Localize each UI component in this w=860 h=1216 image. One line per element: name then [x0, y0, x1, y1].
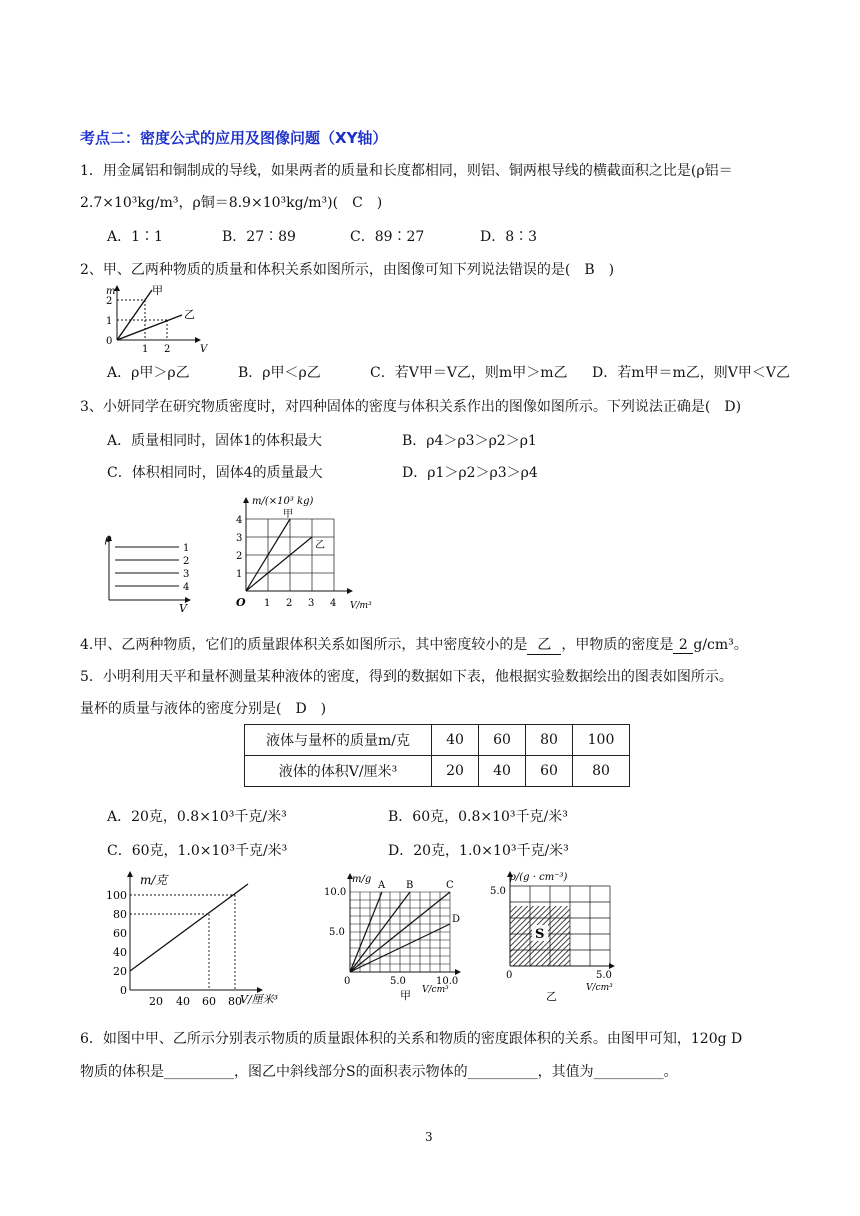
- q4-answer-1: 乙: [527, 634, 561, 655]
- q5-ytick-20: 20: [113, 965, 127, 978]
- q6-yi-xlabel: V/cm³: [586, 983, 613, 993]
- q5-ytick-60: 60: [113, 927, 127, 940]
- table-cell: 60: [526, 756, 573, 787]
- q2-label-yi: 乙: [184, 308, 195, 321]
- q1-stem-line1: 1．用金属铝和铜制成的导线，如果两者的质量和长度都相同，则铝、铜两根导线的横截面积之比是(ρ铝＝: [80, 163, 733, 179]
- q5-graph-ylabel: m/克: [140, 873, 168, 887]
- q2-ytick-1: 1: [106, 316, 113, 327]
- q3-option-b: B．ρ4＞ρ3＞ρ2＞ρ1: [402, 433, 537, 449]
- q6-graph-jia: [322, 872, 472, 1002]
- q5-ytick-40: 40: [113, 946, 127, 959]
- q1-option-b: B．27∶89: [222, 229, 296, 245]
- q4-label-jia: 甲: [283, 509, 293, 520]
- q6-label-d: D: [452, 914, 461, 925]
- q4-text-c: g/cm³。: [693, 637, 748, 653]
- table-cell: 60: [479, 725, 526, 756]
- q3-line-label-1: 1: [183, 543, 190, 554]
- q2-ytick-0: 0: [106, 336, 113, 347]
- q6-graph-yi: [486, 868, 626, 1004]
- q3-graph: [95, 528, 200, 614]
- q5-stem-line1: 5．小明利用天平和量杯测量某种液体的密度，得到的数据如下表，他根据实验数据绘出的图表如图所示。: [80, 669, 733, 685]
- q5-graph-xlabel: V/厘米³: [240, 993, 279, 1006]
- q4-ytick-4: 4: [236, 515, 243, 526]
- q3-graph-ylabel: ρ: [105, 532, 112, 545]
- q4-xtick-4: 4: [330, 598, 337, 609]
- q4-line-yi: [246, 537, 312, 591]
- q5-ytick-0: 0: [120, 984, 127, 997]
- q4-ytick-2: 2: [236, 551, 243, 562]
- q5-graph-line: [130, 884, 248, 971]
- q6-jia-ylabel: m/g: [352, 874, 372, 885]
- table-cell: 液体与量杯的质量m/克: [245, 725, 432, 756]
- q3-option-d: D．ρ1＞ρ2＞ρ3＞ρ4: [402, 465, 538, 481]
- q6-yi-xtick-0: 0: [506, 970, 513, 981]
- q2-line-yi: [117, 315, 182, 340]
- q3-line-label-4: 4: [183, 582, 190, 593]
- q5-data-table: [244, 724, 630, 787]
- q5-option-d: D．20克，1.0×10³千克/米³: [388, 843, 569, 859]
- q3-option-a: A．质量相同时，固体1的体积最大: [107, 433, 323, 449]
- q6-yi-caption: 乙: [546, 990, 557, 1003]
- table-cell: 100: [573, 725, 630, 756]
- q6-region-label: S: [535, 927, 545, 942]
- q5-option-c: C．60克，1.0×10³千克/米³: [107, 843, 288, 859]
- page-number: 3: [425, 1130, 433, 1144]
- q4-text-b: ，甲物质的密度是: [561, 637, 674, 653]
- q6-stem-line2: 物质的体积是__________，图乙中斜线部分S的面积表示物体的__________，其值为__________。: [80, 1064, 678, 1080]
- q4-graph: [226, 492, 386, 614]
- q3-stem: 3、小妍同学在研究物质密度时，对四种固体的密度与体积关系作出的图像如图所示。下列说法正确是( D): [80, 399, 742, 415]
- q5-xtick-20: 20: [149, 995, 163, 1008]
- q4-graph-ylabel: m/(×10³ kg): [252, 496, 314, 507]
- q4-ytick-1: 1: [236, 569, 243, 580]
- table-cell: 80: [526, 725, 573, 756]
- q2-graph: [100, 282, 210, 354]
- q1-option-c: C．89∶27: [350, 229, 425, 245]
- q2-xtick-2: 2: [164, 344, 171, 354]
- q4-text-a: 4.甲、乙两种物质，它们的质量跟体积关系如图所示，其中密度较小的是: [80, 637, 528, 653]
- q2-stem: 2、甲、乙两种物质的质量和体积关系如图所示，由图像可知下列说法错误的是( B ): [80, 262, 615, 278]
- q4-graph-xlabel: V/m³: [350, 601, 372, 611]
- table-cell: 液体的体积V/厘米³: [245, 756, 432, 787]
- q3-line-label-3: 3: [183, 569, 190, 580]
- q4-label-yi: 乙: [315, 540, 325, 551]
- q6-jia-ytick-5: 5.0: [329, 927, 345, 938]
- q6-label-b: B: [406, 880, 414, 891]
- q5-stem-line2: 量杯的质量与液体的密度分别是( D ): [80, 701, 327, 717]
- q4-graph-origin: O: [236, 596, 246, 609]
- q2-xtick-1: 1: [142, 344, 149, 354]
- q2-option-d: D．若m甲＝m乙，则V甲＜V乙: [592, 365, 790, 381]
- q5-xtick-40: 40: [176, 995, 190, 1008]
- q2-option-c: C．若V甲＝V乙，则m甲＞m乙: [370, 365, 568, 381]
- q6-yi-ylabel: ρ/(g · cm⁻³): [510, 872, 568, 883]
- q2-graph-ylabel: m: [106, 286, 116, 297]
- q5-option-a: A．20克，0.8×10³千克/米³: [107, 809, 287, 825]
- q4-stem: [80, 634, 748, 655]
- q6-yi-ytick-5: 5.0: [490, 886, 506, 897]
- q6-label-c: C: [446, 880, 454, 891]
- q6-jia-caption: 甲: [400, 989, 411, 1002]
- table-row: [245, 756, 630, 787]
- q5-graph: [90, 866, 300, 1008]
- q4-xtick-2: 2: [286, 598, 293, 609]
- q2-graph-xlabel: V: [200, 344, 208, 354]
- section-title: 考点二：密度公式的应用及图像问题（XY轴）: [80, 129, 388, 147]
- q5-ytick-80: 80: [113, 908, 127, 921]
- table-cell: 80: [573, 756, 630, 787]
- q4-xtick-1: 1: [264, 598, 271, 609]
- q2-line-jia: [117, 290, 152, 340]
- q5-xtick-60: 60: [202, 995, 216, 1008]
- table-row: [245, 725, 630, 756]
- q6-stem-line1: 6．如图中甲、乙所示分别表示物质的质量跟体积的关系和物质的密度跟体积的关系。由图甲可知，120g D: [80, 1031, 743, 1047]
- table-cell: 20: [432, 756, 479, 787]
- q6-jia-xtick-10: 10.0: [436, 976, 459, 987]
- q4-xtick-3: 3: [308, 598, 315, 609]
- q6-jia-xlabel: V/cm³: [422, 985, 449, 995]
- q6-jia-ytick-10: 10.0: [324, 887, 347, 898]
- q2-label-jia: 甲: [152, 284, 163, 297]
- q1-option-d: D．8∶3: [480, 229, 538, 245]
- q6-jia-xtick-0: 0: [344, 976, 351, 987]
- q3-option-c: C．体积相同时，固体4的质量最大: [107, 465, 323, 481]
- q2-option-a: A．ρ甲＞ρ乙: [107, 365, 190, 381]
- q4-ytick-3: 3: [236, 533, 243, 544]
- q6-jia-xtick-5: 5.0: [390, 976, 406, 987]
- q3-line-label-2: 2: [183, 556, 190, 567]
- table-cell: 40: [432, 725, 479, 756]
- q5-xtick-80: 80: [228, 995, 242, 1008]
- q5-option-b: B．60克，0.8×10³千克/米³: [388, 809, 568, 825]
- q2-ytick-2: 2: [106, 296, 113, 307]
- q6-label-a: A: [378, 880, 386, 891]
- q4-answer-2: 2: [673, 637, 693, 654]
- q1-option-a: A．1∶1: [107, 229, 163, 245]
- q6-yi-xtick-5: 5.0: [596, 970, 612, 981]
- table-cell: 40: [479, 756, 526, 787]
- q3-graph-xlabel: V: [179, 602, 187, 614]
- q5-ytick-100: 100: [106, 889, 127, 902]
- q2-option-b: B．ρ甲＜ρ乙: [238, 365, 321, 381]
- q1-stem-line2: 2.7×10³kg/m³，ρ铜＝8.9×10³kg/m³)( C ): [80, 195, 383, 211]
